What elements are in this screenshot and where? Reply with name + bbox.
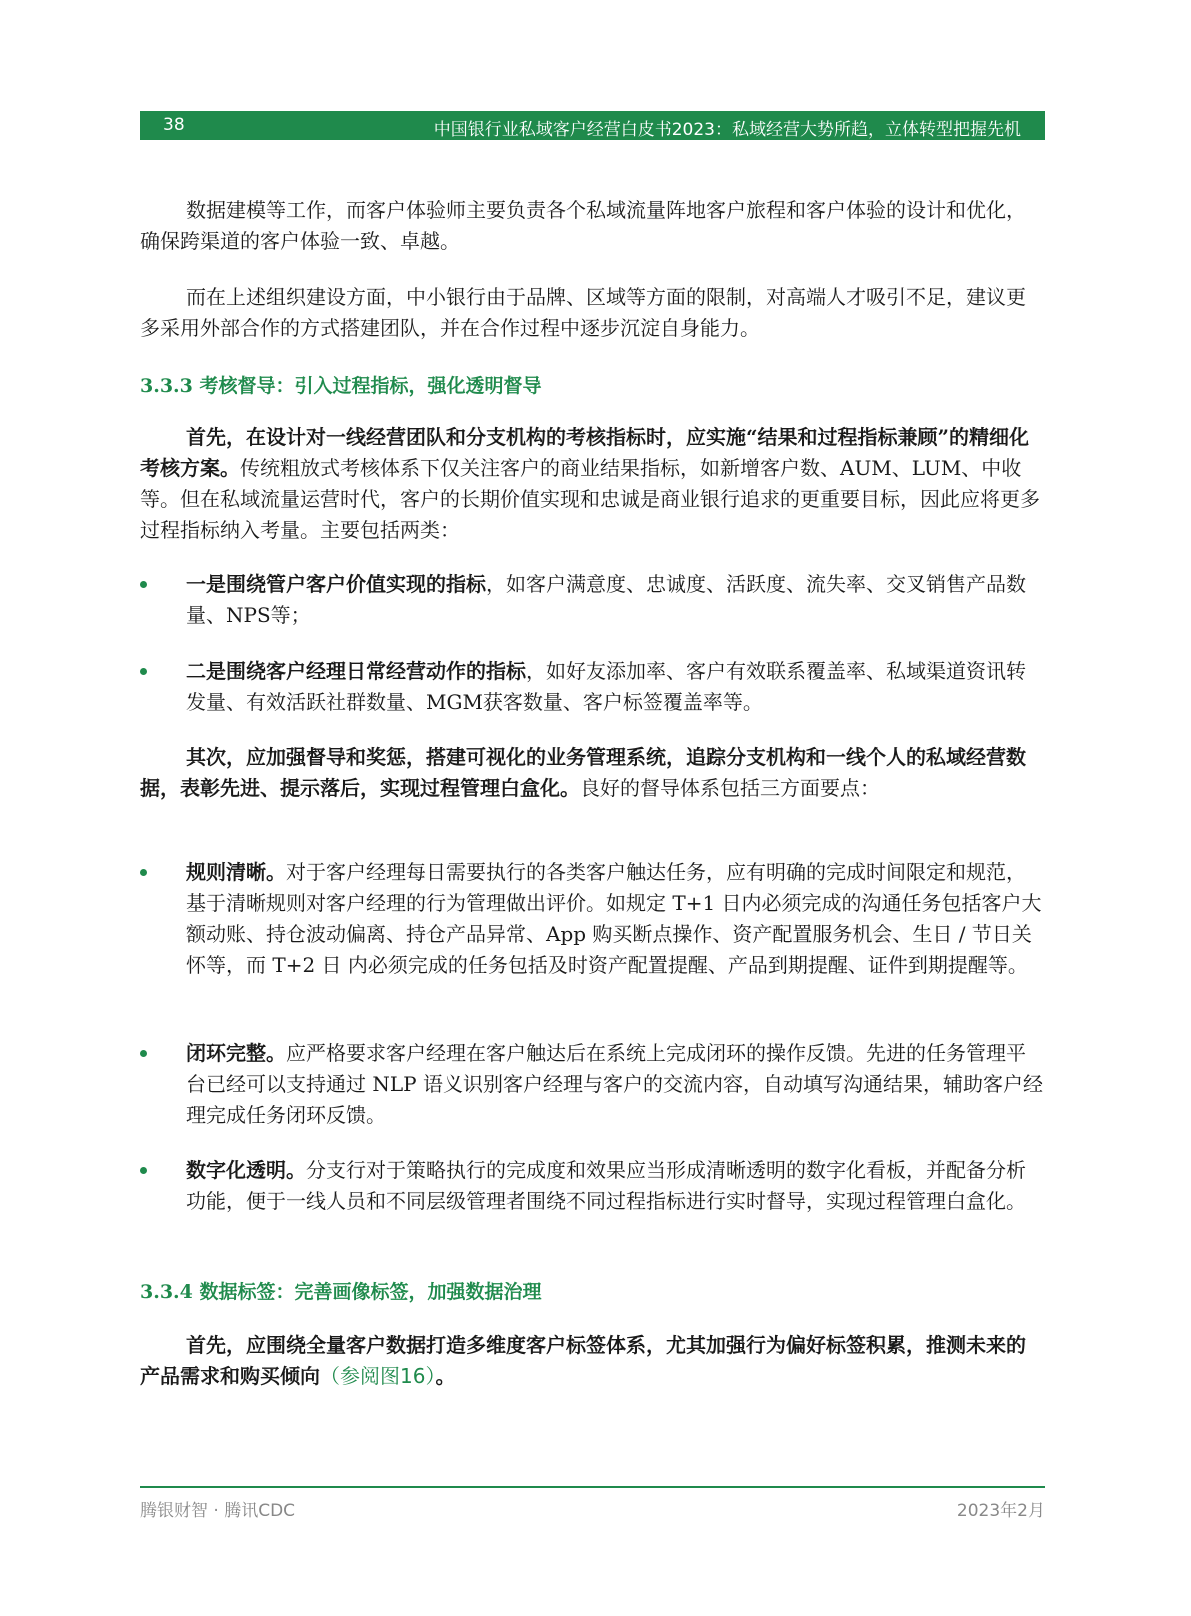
bullet-emphasis: 数字化透明。 (186, 1158, 306, 1182)
paragraph-3-text: 传统粗放式考核体系下仅关注客户的商业结果指标，如新增客户数、AUM、LUM、中收等。但在私域流量运营时代，客户的长期价值实现和忠诚是商业银行追求的更重要目标，因此应将更多过程指标纳入考量。主要包括两类： (140, 456, 1040, 542)
bullet-emphasis: 规则清晰。 (186, 860, 286, 884)
bullet-text (186, 857, 1045, 981)
footer-publisher: 腾银财智 · 腾讯CDC (140, 1501, 296, 1521)
section-heading-3-3-4: 3.3.4 数据标签：完善画像标签，加强数据治理 (140, 1281, 542, 1303)
paragraph-3 (140, 422, 1045, 546)
paragraph-4-text: 良好的督导体系包括三方面要点： (580, 776, 880, 800)
paragraph-5 (140, 1330, 1045, 1392)
paragraph-5-end: 。 (435, 1364, 456, 1388)
bullet-body: 应严格要求客户经理在客户触达后在系统上完成闭环的操作反馈。先进的任务管理平台已经可以支持通过 NLP 语义识别客户经理与客户的交流内容，自动填写沟通结果，辅助客户经理完成任务闭环反馈。 (186, 1041, 1043, 1127)
bullet-dot-icon (140, 869, 147, 876)
bullet-text (186, 656, 1045, 718)
bullet-emphasis: 闭环完整。 (186, 1041, 286, 1065)
bullet-text (186, 1038, 1045, 1131)
bullet-text (186, 569, 1045, 631)
footer-divider (140, 1486, 1045, 1488)
paragraph-4 (140, 742, 1045, 804)
paragraph-1: 数据建模等工作，而客户体验师主要负责各个私域流量阵地客户旅程和客户体验的设计和优化，确保跨渠道的客户体验一致、卓越。 (140, 198, 1026, 253)
bullet-emphasis: 一是围绕管户客户价值实现的指标 (186, 572, 486, 596)
header-bar (140, 111, 1045, 140)
bullet-body: 对于客户经理每日需要执行的各类客户触达任务，应有明确的完成时间限定和规范，基于清晰规则对客户经理的行为管理做出评价。如规定 T+1 日内必须完成的沟通任务包括客户大额动账、持仓波动偏离、持仓产品异常、App 购买断点操作、资产配置服务机会、生日 / 节日关怀等，而 T+2 日 内必须完成的任务包括及时资产配置提醒、产品到期提醒、证件到期提醒等。 (186, 860, 1042, 977)
bullet-text (186, 1155, 1045, 1217)
bullet-dot-icon (140, 1167, 147, 1174)
page-number: 38 (163, 115, 185, 135)
bullet-body: ，如客户满意度、忠诚度、活跃度、流失率、交叉销售产品数量、NPS等； (186, 572, 1026, 627)
figure-reference-link[interactable]: （参阅图16） (320, 1364, 436, 1388)
bullet-body: ，如好友添加率、客户有效联系覆盖率、私域渠道资讯转发量、有效活跃社群数量、MGM获客数量、客户标签覆盖率等。 (186, 659, 1026, 714)
paragraph-2: 而在上述组织建设方面，中小银行由于品牌、区域等方面的限制，对高端人才吸引不足，建议更多采用外部合作的方式搭建团队，并在合作过程中逐步沉淀自身能力。 (140, 285, 1026, 340)
document-title: 中国银行业私域客户经营白皮书2023：私域经营大势所趋，立体转型把握先机 (433, 120, 1021, 140)
paragraph-4-emphasis: 其次，应加强督导和奖惩，搭建可视化的业务管理系统，追踪分支机构和一线个人的私域经营数据，表彰先进、提示落后，实现过程管理白盒化。 (140, 745, 1026, 800)
section-heading-3-3-3: 3.3.3 考核督导：引入过程指标，强化透明督导 (140, 375, 542, 397)
bullet-emphasis: 二是围绕客户经理日常经营动作的指标 (186, 659, 526, 683)
paragraph-3-emphasis: 首先，在设计对一线经营团队和分支机构的考核指标时，应实施“结果和过程指标兼顾”的精细化考核方案。 (140, 425, 1030, 480)
bullet-dot-icon (140, 581, 147, 588)
paragraph-5-emphasis: 首先，应围绕全量客户数据打造多维度客户标签体系，尤其加强行为偏好标签积累，推测未来的产品需求和购买倾向 (140, 1333, 1026, 1388)
bullet-dot-icon (140, 1050, 147, 1057)
bullet-dot-icon (140, 668, 147, 675)
bullet-body: 分支行对于策略执行的完成度和效果应当形成清晰透明的数字化看板，并配备分析功能，便于一线人员和不同层级管理者围绕不同过程指标进行实时督导，实现过程管理白盒化。 (186, 1158, 1026, 1213)
footer-date: 2023年2月 (956, 1501, 1045, 1521)
